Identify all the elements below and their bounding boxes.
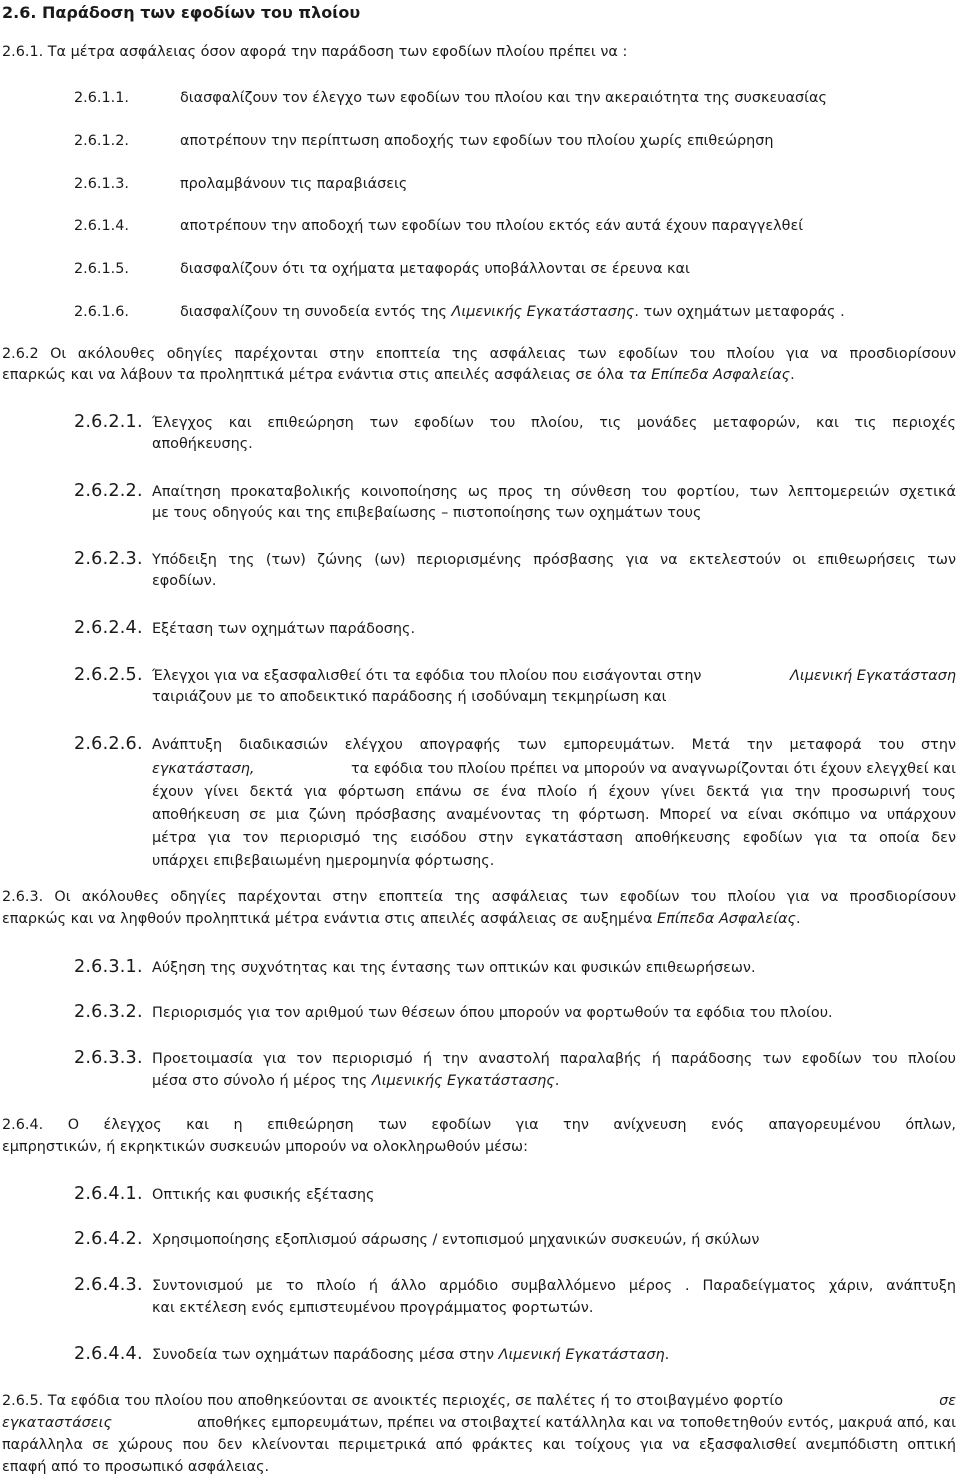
s262-item-6-line1: Ανάπτυξη διαδικασιών ελέγχου απογραφής των εμπορευμάτων. Μετά την μεταφορά του στην <box>152 737 956 753</box>
s262-item-1-line1: Έλεγχος και επιθεώρηση των εφοδίων του πλοίου, τις μονάδες μεταφορών, και τις περιοχές <box>152 415 956 431</box>
s261-item-5-text: διασφαλίζουν ότι τα οχήματα μεταφοράς υποβάλλονται σε έρευνα και <box>180 261 690 277</box>
s262-item-5-num: 2.6.2.5. <box>74 665 143 685</box>
s263-item-3-line2-end: . <box>554 1073 560 1089</box>
s261-item-2-text: αποτρέπουν την περίπτωση αποδοχής των εφοδίων του πλοίου χωρίς επιθεώρηση <box>180 133 774 149</box>
s265-line2-text: αποθήκες εμπορευμάτων, πρέπει να στοιβαχτεί κατάλληλα και να τοποθετηθούν εντός, μακρυά από, και <box>197 1415 956 1431</box>
s263-intro-line2 <box>2 909 801 930</box>
s264-item-2-num: 2.6.4.2. <box>74 1229 143 1249</box>
s264-item-4-line1 <box>152 1345 669 1366</box>
s261-item-4-num: 2.6.1.4. <box>74 218 129 234</box>
s261-intro: 2.6.1. Τα μέτρα ασφάλειας όσον αφορά την παράδοση των εφοδίων πλοίου πρέπει να : <box>2 44 628 60</box>
s264-item-3-line2: και εκτέλεση ενός εμπιστευμένου προγράμματος φορτωτών. <box>152 1300 594 1316</box>
s262-item-5-line1-em: Λιμενική Εγκατάσταση <box>790 668 956 684</box>
s265-line1-em: σε <box>939 1393 956 1409</box>
s261-item-6-text-em: Λιμενικής Εγκατάστασης <box>451 304 635 320</box>
s263-item-1-line1: Αύξηση της συχνότητας και της έντασης των οπτικών και φυσικών επιθεωρήσεων. <box>152 960 756 976</box>
s263-item-3-line2 <box>152 1071 559 1092</box>
s261-item-1-text: διασφαλίζουν τον έλεγχο των εφοδίων του πλοίου και την ακεραιότητα της συσκευασίας <box>180 90 827 106</box>
s262-item-5-line1-text: Έλεγχοι για να εξασφαλισθεί ότι τα εφόδια του πλοίου που εισάγονται στην <box>152 668 702 684</box>
s264-item-4-line1-end: . <box>664 1347 670 1363</box>
s264-item-3-num: 2.6.4.3. <box>74 1275 143 1295</box>
s262-item-6-line2-em: εγκατάσταση, <box>152 761 255 777</box>
s262-item-6-line2 <box>152 759 956 780</box>
s263-item-3-line2-em: Λιμενικής Εγκατάστασης <box>371 1073 555 1089</box>
s263-item-2-line1: Περιορισμός για τον αριθμού των θέσεων όπου μπορούν να φορτωθούν τα εφόδια του πλοίου. <box>152 1005 833 1021</box>
s262-intro-em: τα Επίπεδα Ασφαλείας <box>628 367 791 383</box>
s262-item-6-line3: έχουν γίνει δεκτά για φόρτωση επάνω σε ένα πλοίο ή έχουν γίνει δεκτά για την προσωρινή τους <box>152 784 956 800</box>
s262-item-3-num: 2.6.2.3. <box>74 549 143 569</box>
s262-item-2-num: 2.6.2.2. <box>74 481 143 501</box>
s265-line2 <box>2 1413 956 1434</box>
s261-item-4-text: αποτρέπουν την αποδοχή των εφοδίων του πλοίου εκτός εάν αυτά έχουν παραγγελθεί <box>180 218 804 234</box>
s264-intro-line2: εμπρηστικών, ή εκρηκτικών συσκευών μπορούν να ολοκληρωθούν μέσω: <box>2 1139 528 1155</box>
s265-line1-text: 2.6.5. Τα εφόδια του πλοίου που αποθηκεύονται σε ανοικτές περιοχές, σε παλέτες ή το στοιβαγμένο φορτίο <box>2 1393 784 1409</box>
s261-item-6-num: 2.6.1.6. <box>74 304 129 320</box>
s265-line1 <box>2 1391 956 1412</box>
s261-item-1-num: 2.6.1.1. <box>74 90 129 106</box>
s264-item-2-line1: Χρησιμοποίησης εξοπλισμού σάρωσης / εντοπισμού μηχανικών συσκευών, ή σκύλων <box>152 1232 760 1248</box>
s263-intro-end: . <box>796 911 801 927</box>
s262-item-3-line2: εφοδίων. <box>152 573 217 589</box>
s262-item-2-line1: Απαίτηση προκαταβολικής κοινοποίησης ως προς τη σύνθεση του φορτίου, των λεπτομερειών σχετικά <box>152 484 956 500</box>
s262-item-1-line2: αποθήκευσης. <box>152 436 253 452</box>
s263-intro-em: Επίπεδα Ασφαλείας <box>657 911 797 927</box>
s262-intro-text: επαρκώς και να λάβουν τα προληπτικά μέτρα ενάντια στις απειλές ασφάλειας σε όλα <box>2 367 624 383</box>
s262-item-5-line1 <box>152 666 956 687</box>
s262-item-5-line2: ταιριάζουν με το αποδεικτικό παράδοσης ή ισοδύναμη τεκμηρίωση και <box>152 689 667 705</box>
s262-item-3-line1: Υπόδειξη της (των) ζώνης (ων) περιορισμένης πρόσβασης για να εκτελεστούν οι επιθεωρήσεις των <box>152 552 956 568</box>
s263-intro-text: επαρκώς και να ληφθούν προληπτικά μέτρα ενάντια στις απειλές ασφάλειας σε αυξημένα <box>2 911 653 927</box>
section-title: 2.6. Παράδοση των εφοδίων του πλοίου <box>2 3 361 22</box>
s264-item-4-line1-em: Λιμενική Εγκατάσταση <box>498 1347 665 1363</box>
s264-item-3-line1: Συντονισμού με το πλοίο ή άλλο αρμόδιο συμβαλλόμενο μέρος . Παραδείγματος χάριν, ανάπτυξη <box>152 1278 956 1294</box>
s262-item-6-line4: αποθήκευση σε μια ζώνη πρόσβασης αναμένοντας τη φόρτωση. Μπορεί να είναι σκόπιμο να υπάρχουν <box>152 807 956 823</box>
s265-line4: επαφή από το προσωπικό ασφάλειας. <box>2 1459 270 1475</box>
s264-item-1-line1: Οπτικής και φυσικής εξέτασης <box>152 1187 375 1203</box>
s263-item-1-num: 2.6.3.1. <box>74 957 143 977</box>
s262-item-1-num: 2.6.2.1. <box>74 412 143 432</box>
s262-item-6-line2-text: τα εφόδια του πλοίου πρέπει να μπορούν να αναγνωρίζονται ότι έχουν ελεγχθεί και <box>350 761 956 777</box>
s261-item-3-num: 2.6.1.3. <box>74 176 129 192</box>
s261-item-5-num: 2.6.1.5. <box>74 261 129 277</box>
s263-item-3-line2-text: μέσα στο σύνολο ή μέρος της <box>152 1073 368 1089</box>
s262-item-4-line1: Εξέταση των οχημάτων παράδοσης. <box>152 621 416 637</box>
s263-intro-line1: 2.6.3. Οι ακόλουθες οδηγίες παρέχονται στην εποπτεία της ασφάλειας των εφοδίων του πλοίου για να προσδιορίσουν <box>2 889 956 905</box>
s263-item-3-line1: Προετοιμασία για τον περιορισμό ή την αναστολή παραλαβής ή παράδοσης των εφοδίων του πλοίου <box>152 1051 956 1067</box>
s262-item-6-line6: υπάρχει επιβεβαιωμένη ημερομηνία φόρτωσης. <box>152 853 495 869</box>
s261-item-3-text: προλαμβάνουν τις παραβιάσεις <box>180 176 408 192</box>
s262-intro-line2 <box>2 365 795 386</box>
s261-item-6-text <box>180 302 845 323</box>
s261-item-2-num: 2.6.1.2. <box>74 133 129 149</box>
s265-line3: παράλληλα σε χώρους που δεν κλείνονται περιμετρικά από φράκτες και τοίχους για να εξασφαλισθεί ανεμπόδιστη οπτική <box>2 1437 956 1453</box>
s264-item-4-num: 2.6.4.4. <box>74 1344 143 1364</box>
s262-intro-line1: 2.6.2 Οι ακόλουθες οδηγίες παρέχονται στην εποπτεία της ασφάλειας των εφοδίων του πλοίου για να προσδιορίσουν <box>2 346 956 362</box>
s262-item-6-line5: μέτρα για τον περιορισμό της εισόδου στην εγκατάσταση αποθήκευσης εφοδίων για τα οποία δεν <box>152 830 956 846</box>
s262-item-4-num: 2.6.2.4. <box>74 618 143 638</box>
s263-item-3-num: 2.6.3.3. <box>74 1048 143 1068</box>
s265-line2-em: εγκαταστάσεις <box>2 1415 112 1431</box>
s261-item-6-text-b: . των οχημάτων μεταφοράς . <box>634 304 845 320</box>
s263-item-2-num: 2.6.3.2. <box>74 1002 143 1022</box>
s262-item-2-line2: με τους οδηγούς και της επιβεβαίωσης – πιστοποίησης των οχημάτων τους <box>152 505 702 521</box>
s262-item-6-num: 2.6.2.6. <box>74 734 143 754</box>
s262-intro-end: . <box>790 367 795 383</box>
s261-item-6-text-a: διασφαλίζουν τη συνοδεία εντός της <box>180 304 447 320</box>
s264-item-4-line1-text: Συνοδεία των οχημάτων παράδοσης μέσα στην <box>152 1347 495 1363</box>
s264-intro-line1: 2.6.4. Ο έλεγχος και η επιθεώρηση των εφοδίων για την ανίχνευση ενός απαγορευμένου όπλων, <box>2 1117 956 1133</box>
s264-item-1-num: 2.6.4.1. <box>74 1184 143 1204</box>
